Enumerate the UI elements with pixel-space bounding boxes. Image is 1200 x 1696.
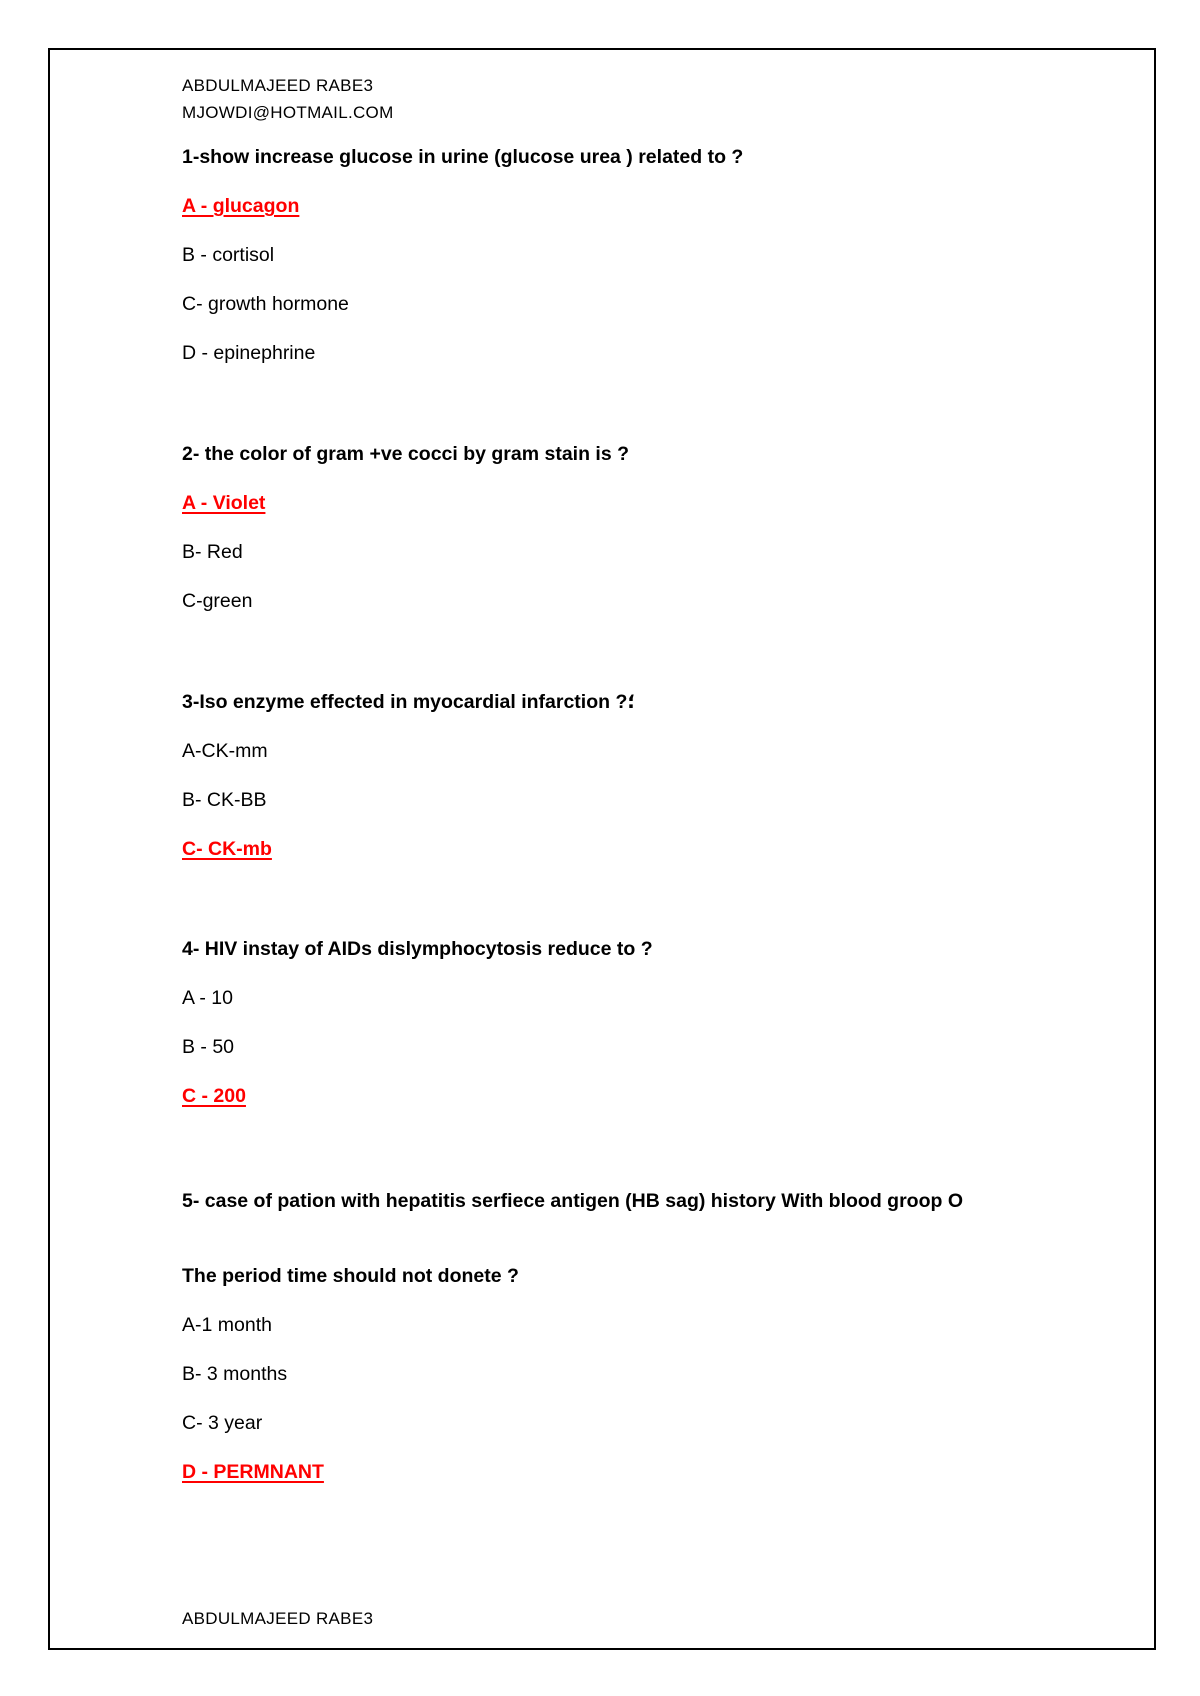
q5-option-a: A-1 month (182, 1314, 272, 1336)
q3-option-a: A-CK-mm (182, 740, 268, 762)
header-author: ABDULMAJEED RABE3 (182, 76, 374, 95)
q4-option-b: B - 50 (182, 1036, 235, 1058)
q2-option-b: B- Red (182, 541, 243, 563)
q3-option-c: C- CK-mb (182, 838, 272, 860)
q1-option-d: D - epinephrine (182, 342, 316, 364)
footer-author: ABDULMAJEED RABE3 (182, 1609, 374, 1628)
q2-option-a: A - Violet (182, 492, 266, 514)
q5-option-c: C- 3 year (182, 1412, 263, 1434)
question-5-text: 5- case of pation with hepatitis serfiece antigen (HB sag) history With blood groop O (182, 1190, 963, 1212)
question-4-text: 4- HIV instay of AIDs dislymphocytosis reduce to ? (182, 938, 653, 960)
q5-option-d: D - PERMNANT (182, 1461, 324, 1483)
q2-option-c: C-green (182, 590, 253, 612)
q1-option-a: A - glucagon (182, 195, 300, 217)
q4-option-a: A - 10 (182, 987, 233, 1009)
q3-option-b: B- CK-BB (182, 789, 267, 811)
question-1-text: 1-show increase glucose in urine (glucose urea ) related to ? (182, 146, 744, 168)
q1-option-c: C- growth hormone (182, 293, 349, 315)
question-2-text: 2- the color of gram +ve cocci by gram stain is ? (182, 443, 630, 465)
header-email: MJOWDI@HOTMAIL.COM (182, 103, 394, 122)
question-3-text: 3-Iso enzyme effected in myocardial infarction ?؛ (182, 691, 636, 713)
question-5-subtext: The period time should not donete ? (182, 1265, 519, 1287)
q1-option-b: B - cortisol (182, 244, 275, 266)
q4-option-c: C - 200 (182, 1085, 246, 1107)
q5-option-b: B- 3 months (182, 1363, 288, 1385)
